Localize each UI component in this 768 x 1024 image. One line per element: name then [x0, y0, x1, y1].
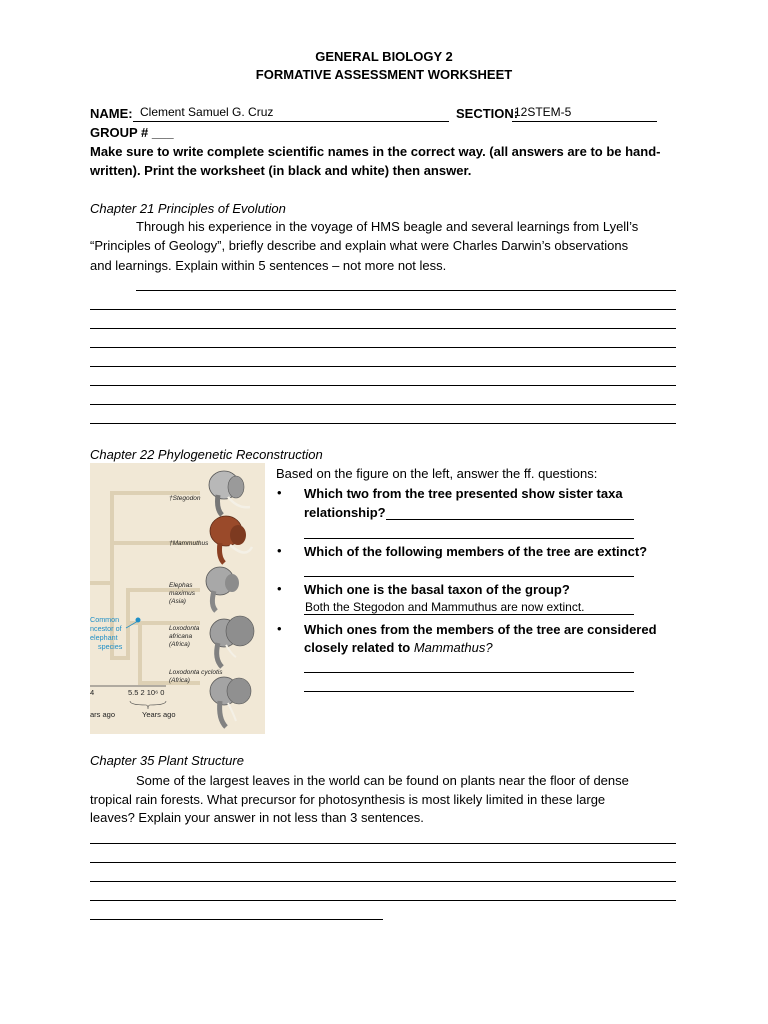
taxon-label-elephas: Elephas — [169, 582, 193, 589]
question-1-line-2: relationship? — [304, 505, 386, 520]
name-label: NAME: — [90, 106, 133, 121]
name-underline — [133, 121, 449, 122]
chapter-22-heading: Chapter 22 Phylogenetic Reconstruction — [90, 447, 323, 462]
taxon-label-mammuthus: †Mammuthus — [169, 540, 209, 547]
chapter-35-question-line-2: tropical rain forests. What precursor for photosynthesis is most likely limited in these large — [90, 792, 606, 807]
answer-line[interactable] — [304, 691, 634, 692]
axis-tick-left: 4 — [90, 688, 95, 697]
chapter-21-question-line-3: and learnings. Explain within 5 sentences – not more not less. — [90, 258, 447, 273]
taxon-label-stegodon: †Stegodon — [169, 495, 201, 502]
chapter-35-question-line-3: leaves? Explain your answer in not less than 3 sentences. — [90, 810, 424, 825]
answer-line[interactable] — [90, 862, 676, 863]
bullet-icon: • — [277, 581, 282, 596]
answer-line[interactable] — [386, 519, 634, 520]
answer-line[interactable] — [136, 290, 676, 291]
taxon-label-loxodonta-africana: africana — [169, 633, 193, 640]
axis-tick-labels: 5.5 2 10⁶ 0 — [128, 688, 165, 697]
chapter-22-intro: Based on the figure on the left, answer the ff. questions: — [276, 466, 598, 481]
loxodonta-africana-head-icon — [210, 616, 254, 667]
group-label: GROUP # ___ — [90, 125, 174, 140]
worksheet-title: GENERAL BIOLOGY 2 — [315, 49, 453, 64]
instructions-line-1: Make sure to write complete scientific names in the correct way. (all answers are to be hand- — [90, 144, 661, 159]
chapter-21-heading: Chapter 21 Principles of Evolution — [90, 201, 286, 216]
chapter-35-question-line-1: Some of the largest leaves in the world can be found on plants near the floor of dense — [136, 773, 629, 788]
ancestor-label: Common — [90, 615, 120, 624]
loxodonta-cyclotis-head-icon — [210, 677, 251, 727]
section-value[interactable]: 12STEM-5 — [514, 105, 572, 119]
taxon-label-loxodonta-cyclotis: (Africa) — [169, 677, 190, 684]
question-3-answer[interactable]: Both the Stegodon and Mammuthus are now extinct. — [305, 600, 585, 614]
mammuthus-head-icon — [210, 516, 252, 563]
section-underline — [512, 121, 657, 122]
bullet-icon: • — [277, 485, 282, 500]
years-ago-right: Years ago — [142, 710, 176, 719]
bullet-icon: • — [277, 543, 282, 558]
chapter-21-question-line-2: “Principles of Geology”, briefly describe and explain what were Charles Darwin’s observations — [90, 238, 629, 253]
question-4-line-1: Which ones from the members of the tree are considered — [304, 622, 657, 637]
answer-line[interactable] — [90, 843, 676, 844]
taxon-label-elephas: maximus — [169, 590, 196, 597]
chapter-35-heading: Chapter 35 Plant Structure — [90, 753, 244, 768]
answer-line[interactable] — [90, 881, 676, 882]
elephas-maximus-head-icon — [206, 567, 239, 611]
name-value[interactable]: Clement Samuel G. Cruz — [140, 105, 274, 119]
section-label: SECTION: — [456, 106, 519, 121]
years-ago-left: ars ago — [90, 710, 116, 719]
answer-line[interactable] — [90, 404, 676, 405]
answer-line[interactable] — [90, 423, 676, 424]
question-4-line-2: closely related to Mammathus? — [304, 640, 493, 655]
taxon-label-loxodonta-cyclotis: Loxodonta cyclotis — [169, 669, 223, 676]
answer-line[interactable] — [304, 672, 634, 673]
ancestor-label: ncestor of — [90, 624, 122, 633]
taxon-label-loxodonta-africana: (Africa) — [169, 641, 190, 648]
question-1-line-1: Which two from the tree presented show sister taxa — [304, 486, 623, 501]
answer-line[interactable] — [90, 385, 676, 386]
answer-line[interactable] — [90, 347, 676, 348]
answer-line[interactable] — [90, 919, 383, 920]
answer-line[interactable] — [90, 900, 676, 901]
answer-line[interactable] — [90, 328, 676, 329]
ancestor-label: species — [98, 642, 123, 651]
answer-line[interactable] — [304, 538, 634, 539]
answer-line[interactable] — [304, 614, 634, 615]
worksheet-subtitle: FORMATIVE ASSESSMENT WORKSHEET — [255, 67, 513, 82]
taxon-label-loxodonta-africana: Loxodonta — [169, 625, 200, 632]
question-3: Which one is the basal taxon of the group? — [304, 582, 570, 597]
answer-line[interactable] — [90, 309, 676, 310]
stegodon-head-icon — [209, 471, 250, 515]
answer-line[interactable] — [90, 366, 676, 367]
elephant-phylogeny-figure — [90, 463, 265, 734]
answer-line[interactable] — [304, 576, 634, 577]
chapter-21-question-line-1: Through his experience in the voyage of HMS beagle and several learnings from Lyell’s — [136, 219, 639, 234]
ancestor-label: elephant — [90, 633, 118, 642]
instructions-line-2: written). Print the worksheet (in black and white) then answer. — [90, 163, 472, 178]
axis-brace — [130, 701, 166, 709]
question-2: Which of the following members of the tree are extinct? — [304, 544, 648, 559]
taxon-label-elephas: (Asia) — [169, 598, 186, 605]
bullet-icon: • — [277, 621, 282, 636]
